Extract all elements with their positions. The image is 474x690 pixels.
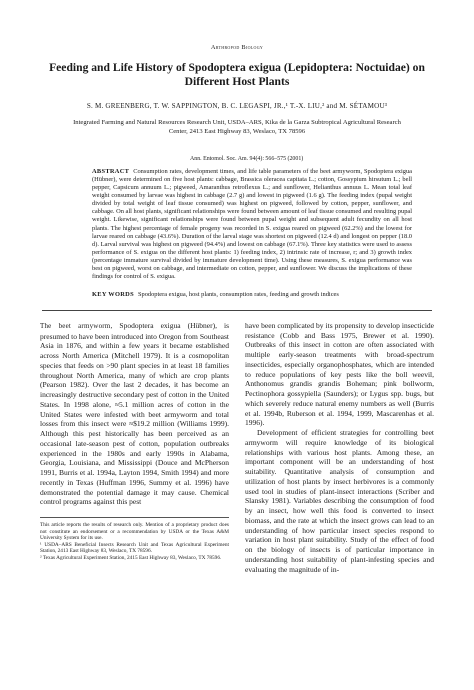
footnote-1: ¹ USDA–ARS Beneficial Insects Research Unit and Texas Agricultural Experiment Station, 2413 East Highway 83, Weslaco, TX 78596.	[40, 541, 229, 555]
footnote-2: ² Texas Agricultural Experiment Station, 2415 East Highway 83, Weslaco, TX 78596.	[40, 555, 222, 562]
footnote-disclaimer: This article reports the results of research only. Mention of a proprietary product does not constitute an endorsement or a recommendation by USDA or the Texas A&M University System for its use.	[40, 522, 229, 542]
intro-text: Spodoptera exigua (Hübner), is presumed to have been introduced into Oregon from Southeast Asia in 1876, and within a few years it became established across North America (Mitchell 1979). It is a cosmopolitan species that feeds on >90 plant species in at least 18 families throughout North America, many of which are crop plants (Pearson 1982). Over the last 2 decades, it has become an increasingly destructive secondary pest of cotton in the United States. In 1998 alone, ≈5.1 million acres of cotton in the United States were infested with beet armyworm and total losses from this insect were ≈$19.2 million (Williams 1999). Although this pest historically has been perceived as an occasional late-season pest of cotton, population outbreaks experienced in the 1980s and early 1990s in Alabama, Georgia, Louisiana, and Mississippi (Douce and McPherson 1991, Burris et al. 1994a, Layton 1994, Smith 1994) and more recently in Texas (Huffman 1996, Summy et al. 1996) have demonstrated the potential damage it may cause. Chemical control programs against this pest	[40, 320, 229, 507]
keywords-label: KEY WORDS	[92, 290, 134, 298]
right-column	[245, 321, 434, 575]
section-heading: Arthropod Biology	[210, 44, 264, 51]
abstract	[92, 168, 412, 281]
affiliation: Integrated Farming and Natural Resources Research Unit, USDA–ARS, Kika de la Garza Subtropical Agricultural Research Center, 2413 East Highway 83, Weslaco, TX 78596	[73, 119, 401, 135]
body-paragraph-1: have been complicated by its propensity to develop insecticide resistance (Cobb and Bass 1975, Brewer et al. 1990). Outbreaks of this insect in cotton are often associated with multiple early-season treatments with broad-spectrum insecticides, especially organophosphates, which are intended to reduce populations of key pests like the boll weevil, Anthonomus grandis grandis Boheman; pink bollworm, Pectinophora gossypiella (Saunders); or Lygus spp. bugs, but which severely reduce natural enemy numbers as well (Burris et al. 1994b, Ruberson et al. 1994, 1999, Mascarenhas et al. 1996).	[245, 320, 434, 428]
author-list: S. M. GREENBERG, T. W. SAPPINGTON, B. C. LEGASPI, JR.,¹ T.-X. LIU,² and M. SÉTAMOU³	[86, 102, 388, 110]
section-divider	[42, 310, 432, 311]
body-paragraph-2: Development of efficient strategies for controlling beet armyworm will require knowledge of its biological relationships with various host plants. Among these, an important component will be an understanding of host suitability. Quantitative analysis of consumption and utilization of host plants by insect herbivores is a commonly used tool in studies of plant-insect interactions (Scriber and Slansky 1981). Variables describing the consumption of food by an insect, how well this food is converted to insect biomass, and the rate at which the insect grows can lead to an understanding of how particular insect species respond to variation in host plant suitability. Study of the effect of food on the biology of insects is of particular importance in understanding host suitability of plant-infesting species and evaluating the magnitude of in-	[245, 428, 434, 574]
footnotes	[40, 517, 229, 562]
keywords-text: Spodoptera exigua, host plants, consumption rates, feeding and growth indices	[137, 290, 339, 298]
opening-words: The beet armyworm,	[40, 321, 113, 330]
article-title: Feeding and Life History of Spodoptera exigua (Lepidoptera: Noctuidae) on Different Host Plants	[49, 61, 425, 88]
body-columns	[40, 321, 434, 575]
intro-paragraph	[40, 321, 229, 507]
keywords	[92, 291, 412, 298]
abstract-label: ABSTRACT	[92, 168, 130, 176]
journal-citation: Ann. Entomol. Soc. Am. 94(4): 566–575 (2001)	[190, 156, 304, 163]
left-column	[40, 321, 229, 575]
abstract-text: Consumption rates, development times, and life table parameters of the beet armyworm, Spodoptera exigua (Hübner), were determined on five host plants: cabbage, Brassica oleracea capitata L.; cotton, Gossypium hirsutum L.; bell pepper, Capsicum annuum L.; pigweed, Amaranthus retroflexus L.; and sunflower, Helianthus annuus L. Mean total leaf weight consumed by larvae was highest in cabbage (2.7 g) and lowest in pigweed (1.6 g). The feeding index (pupal weight divided by total weight of leaf tissue consumed) was highest on pigweed, followed by cotton, pepper, sunflower, and cabbage. On all host plants, significant relationships were found between amount of leaf tissue consumed and resulting pupal weight. Likewise, significant relationships were found between pupal weight and subsequent adult fecundity on all host plants. The highest percentage of female progeny was recorded in S. exigua reared on pigweed (62.2%) and the lowest for larvae reared on cabbage (43.6%). Duration of the larval stage was shortest on pigweed (12.4 d) and longest on pepper (18.0 d). Larval survival was highest on pigweed (94.4%) and lowest on cabbage (67.1%). Three key statistics were used to assess performance of S. exigua on the different host plants: 1) feeding index, 2) intrinsic rate of increase, r; and 3) growth index (percentage immature survival divided by immature development time). Using these measures, S. exigua performance was best on pigweed, worst on cabbage, and intermediate on cotton, pepper, and sunflower. We discuss the implications of these findings for control of S. exigua.	[92, 168, 412, 280]
